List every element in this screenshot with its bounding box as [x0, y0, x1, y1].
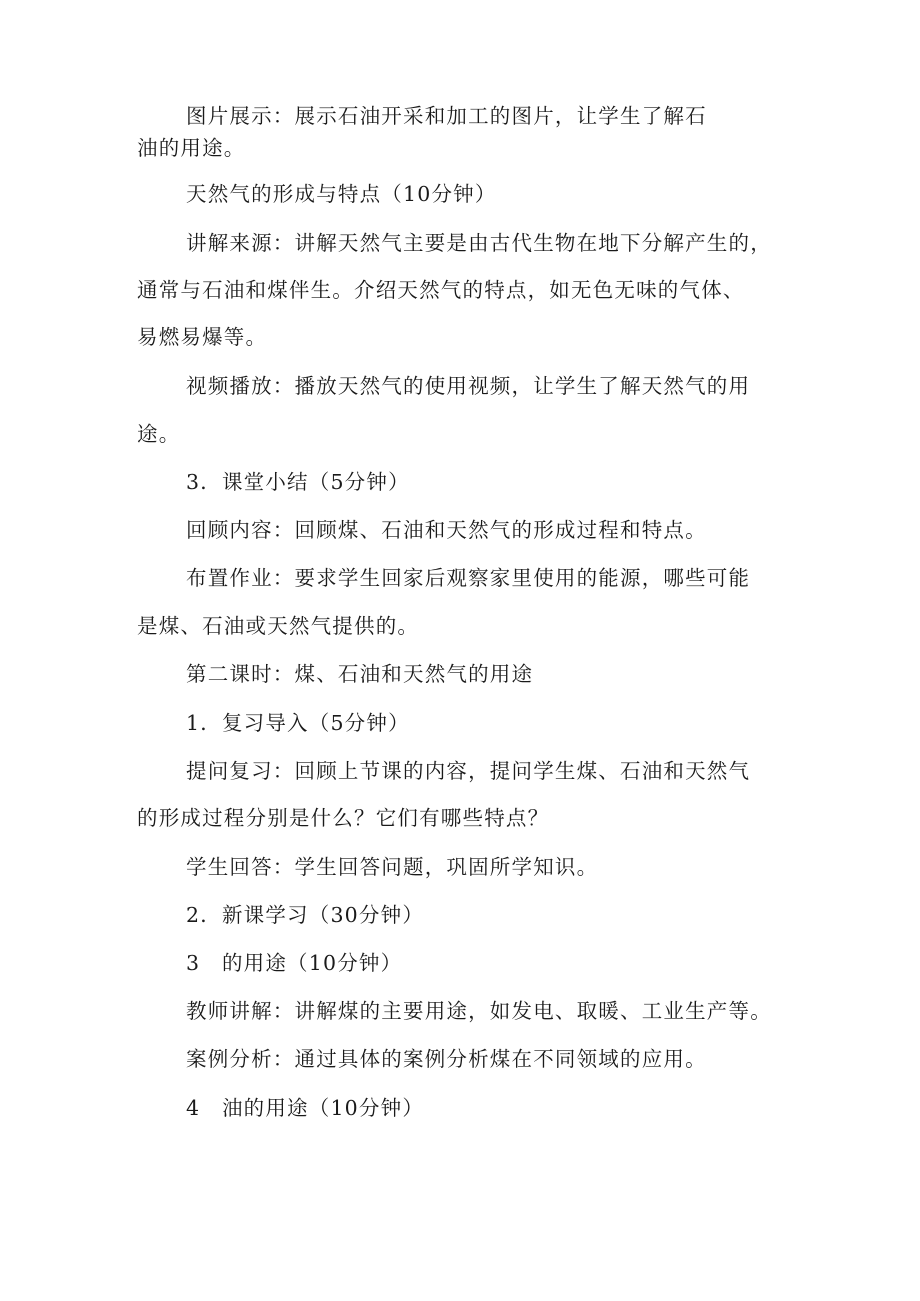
- paragraph-review-content: 回顾内容：回顾煤、石油和天然气的形成过程和特点。: [186, 518, 707, 542]
- section-heading-review-intro: 1．复习导入（5分钟）: [186, 711, 410, 735]
- section-heading-class-summary: 3．课堂小结（5分钟）: [186, 470, 410, 494]
- section-heading-oil-uses: 4 油的用途（10分钟）: [186, 1096, 425, 1120]
- paragraph-image-display-cont: 油的用途。: [137, 136, 246, 160]
- paragraph-video-play-cont: 途。: [137, 422, 181, 446]
- section-heading-coal-uses: 3 的用途（10分钟）: [186, 951, 403, 975]
- paragraph-question-review-cont: 的形成过程分别是什么？它们有哪些特点？: [137, 806, 550, 830]
- paragraph-image-display: 图片展示：展示石油开采和加工的图片，让学生了解石: [186, 104, 707, 128]
- paragraph-video-play: 视频播放：播放天然气的使用视频，让学生了解天然气的用: [186, 374, 751, 398]
- paragraph-explain-source-cont-1: 通常与石油和煤伴生。介绍天然气的特点，如无色无味的气体、: [137, 278, 745, 302]
- paragraph-homework-cont: 是煤、石油或天然气提供的。: [137, 614, 420, 638]
- paragraph-question-review: 提问复习：回顾上节课的内容，提问学生煤、石油和天然气: [186, 759, 751, 783]
- paragraph-explain-source-cont-2: 易燃易爆等。: [137, 325, 268, 349]
- paragraph-student-answer: 学生回答：学生回答问题，巩固所学知识。: [186, 855, 599, 879]
- section-heading-new-lesson: 2．新课学习（30分钟）: [186, 903, 425, 927]
- paragraph-case-analysis: 案例分析：通过具体的案例分析煤在不同领域的应用。: [186, 1047, 707, 1071]
- section-heading-second-lesson: 第二课时：煤、石油和天然气的用途: [186, 662, 534, 686]
- paragraph-explain-source: 讲解来源：讲解天然气主要是由古代生物在地下分解产生的，: [186, 231, 772, 255]
- section-heading-natural-gas: 天然气的形成与特点（10分钟）: [186, 182, 497, 206]
- paragraph-teacher-explain: 教师讲解：讲解煤的主要用途，如发电、取暖、工业生产等。: [186, 999, 772, 1023]
- paragraph-homework: 布置作业：要求学生回家后观察家里使用的能源，哪些可能: [186, 566, 751, 590]
